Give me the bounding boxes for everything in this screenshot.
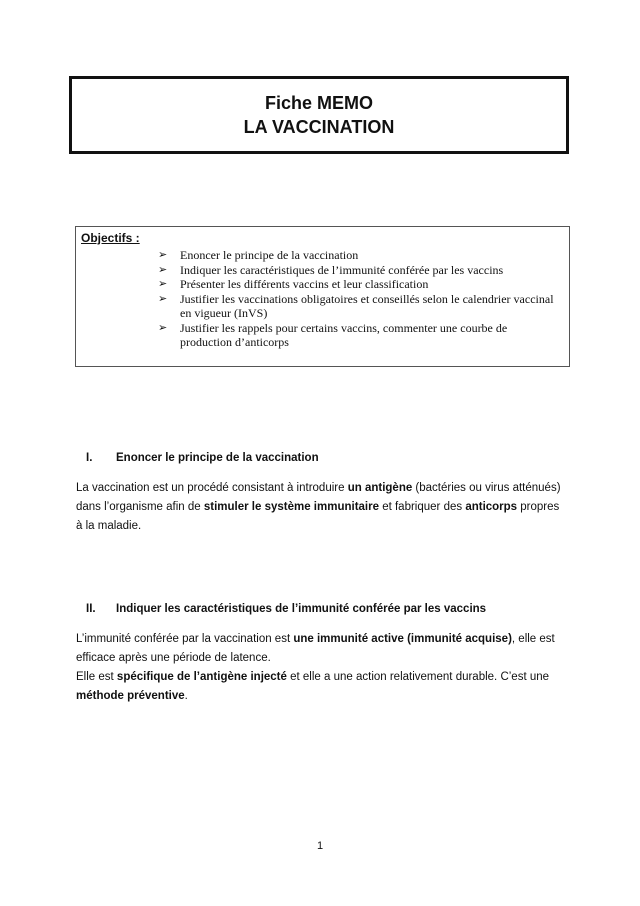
- objectives-list: [158, 248, 558, 350]
- arrow-bullet-icon: ➢: [158, 292, 168, 305]
- section-2-number: II.: [86, 603, 96, 615]
- objective-item: ➢ Enoncer le principe de la vaccination: [158, 248, 359, 262]
- objective-item: ➢ Justifier les rappels pour certains vaccins, commenter une courbe de production d’anticorps: [158, 320, 508, 349]
- title-line-2: LA VACCINATION: [243, 117, 395, 137]
- objectives-heading: Objectifs :: [81, 231, 140, 245]
- section-2-title: Indiquer les caractéristiques de l’immunité conférée par les vaccins: [116, 603, 487, 615]
- arrow-bullet-icon: ➢: [158, 321, 168, 334]
- arrow-bullet-icon: ➢: [158, 278, 168, 290]
- section-1-number: I.: [86, 452, 93, 464]
- objectives-box: [75, 226, 570, 367]
- section-1-paragraph: La vaccination est un procédé consistant à introduire un antigène (bactéries ou virus atténués) dans l’organisme afin de stimuler le système immunitaire et fabriquer des anticorps propres à la maladie.: [76, 482, 561, 532]
- section-2-paragraph-1: L’immunité conférée par la vaccination est une immunité active (immunité acquise), elle est efficace après une période de latence.: [76, 633, 555, 664]
- section-1-heading: [86, 452, 319, 464]
- title-line-1: Fiche MEMO: [264, 93, 373, 113]
- objective-item: ➢ Indiquer les caractéristiques de l’immunité conférée par les vaccins: [158, 262, 504, 277]
- arrow-bullet-icon: ➢: [158, 263, 168, 276]
- section-2-paragraph-2: Elle est spécifique de l’antigène injecté et elle a une action relativement durable. C’est une méthode préventive.: [76, 671, 550, 702]
- section-1-title: Enoncer le principe de la vaccination: [116, 452, 319, 464]
- title-box: [69, 76, 569, 154]
- page-number: 1: [316, 840, 324, 852]
- section-2-heading: [86, 603, 486, 615]
- arrow-bullet-icon: ➢: [158, 249, 168, 261]
- objective-item: ➢ Présenter les différents vaccins et leur classification: [158, 277, 429, 291]
- objective-item: ➢ Justifier les vaccinations obligatoires et conseillés selon le calendrier vaccinal en vigueur (InVS): [158, 291, 554, 320]
